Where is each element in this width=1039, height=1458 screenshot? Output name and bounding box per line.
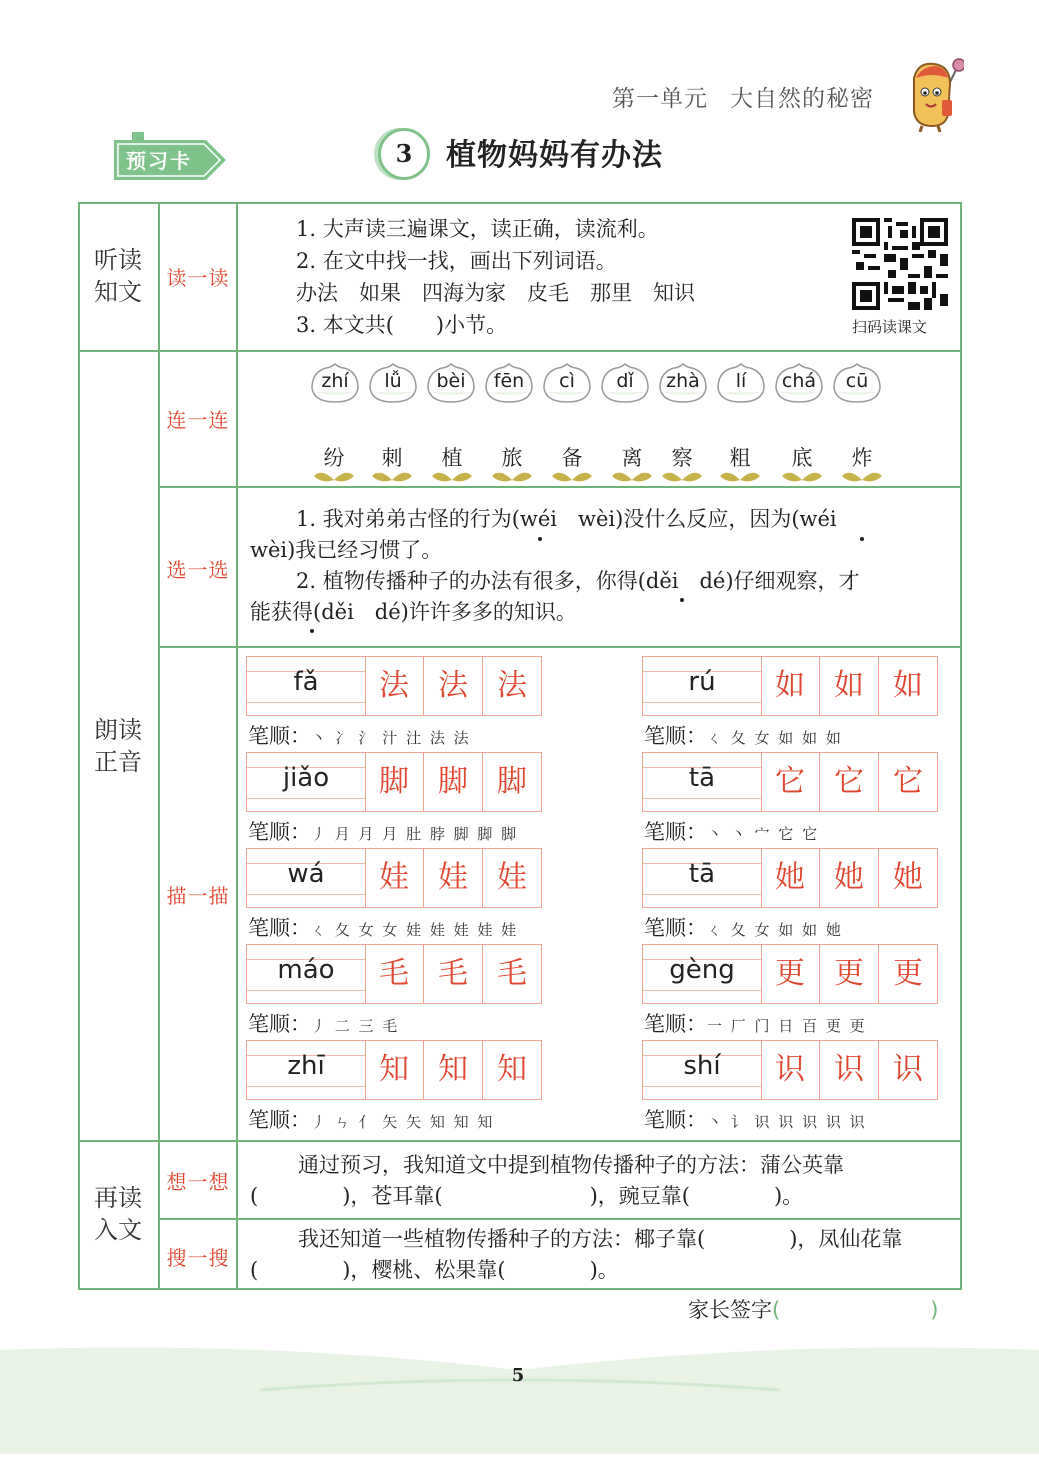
- stroke-sequence: 丶 丶 宀 它 它: [707, 825, 820, 843]
- section-label: 正音: [94, 748, 142, 776]
- stroke-order: [644, 1104, 867, 1134]
- char-leaf[interactable]: [550, 442, 594, 484]
- pinyin-bun[interactable]: [310, 362, 360, 404]
- pinyin-bun[interactable]: [600, 362, 650, 404]
- activity-search: 搜一搜: [166, 1246, 230, 1270]
- trace-char[interactable]: 毛: [497, 956, 527, 991]
- pinyin-bun[interactable]: [484, 362, 534, 404]
- section-label: 朗读: [94, 716, 142, 744]
- trace-char[interactable]: 法: [365, 657, 424, 715]
- char-leaf[interactable]: [718, 442, 762, 484]
- trace-char[interactable]: 毛: [424, 945, 483, 1003]
- trace-char[interactable]: 娃: [424, 849, 483, 907]
- stroke-sequence: 丿 二 三 毛: [311, 1017, 400, 1035]
- trace-char[interactable]: 她: [820, 849, 879, 907]
- pinyin-bun[interactable]: [426, 362, 476, 404]
- section-label: 知文: [94, 278, 142, 306]
- activity-think: 想一想: [166, 1170, 230, 1194]
- unit-title: 大自然的秘密: [730, 86, 874, 112]
- pinyin-text: cū: [845, 370, 869, 392]
- pinyin-bun[interactable]: [658, 362, 708, 404]
- parent-signature-label: 家长签字: [688, 1298, 772, 1322]
- lesson-number: 3: [378, 128, 430, 180]
- pinyin-text: fēn: [493, 370, 525, 392]
- tracing-cell[interactable]: [642, 752, 938, 812]
- trace-char[interactable]: 它: [893, 764, 923, 799]
- trace-char[interactable]: 更: [893, 956, 923, 991]
- mascot-icon: [902, 56, 964, 132]
- pinyin-text: bèi: [436, 370, 466, 392]
- choose-line-1: 1. 我对弟弟古怪的行为(wéi wèi)没什么反应，因为(wéi: [296, 507, 837, 531]
- tracing-cell[interactable]: [642, 944, 938, 1004]
- pinyin-label: tā: [688, 763, 716, 793]
- char-leaf[interactable]: [312, 442, 356, 484]
- choose-line-4: 能获得(děi dé)许许多多的知识。: [250, 600, 577, 624]
- emphasis-dot: [538, 537, 542, 541]
- preview-card-tag: [110, 132, 228, 180]
- stroke-label: 笔顺：: [644, 1012, 707, 1036]
- trace-char[interactable]: 法: [497, 668, 527, 703]
- card-tag-label: 预习卡: [126, 149, 192, 173]
- char-leaf[interactable]: [370, 442, 414, 484]
- signature-close: ): [930, 1298, 939, 1322]
- pinyin-bun[interactable]: [774, 362, 824, 404]
- trace-char[interactable]: 识: [761, 1041, 820, 1099]
- activity-trace: 描一描: [166, 884, 230, 908]
- trace-char[interactable]: 它: [820, 753, 879, 811]
- trace-char[interactable]: 如: [761, 657, 820, 715]
- pinyin-label: máo: [277, 955, 335, 985]
- pinyin-box: [247, 657, 366, 715]
- char-text: 察: [671, 446, 693, 470]
- char-leaf[interactable]: [780, 442, 824, 484]
- choose-line-2: wèi)我已经习惯了。: [250, 538, 443, 562]
- stroke-label: 笔顺：: [644, 1108, 707, 1132]
- signature-open: (: [772, 1298, 781, 1322]
- pinyin-box: [643, 945, 762, 1003]
- stroke-order: [644, 912, 843, 942]
- char-text: 粗: [729, 446, 751, 470]
- tracing-cell[interactable]: [246, 944, 542, 1004]
- char-text: 植: [441, 446, 463, 470]
- stroke-order: [644, 816, 819, 846]
- trace-char[interactable]: 识: [893, 1052, 923, 1087]
- section-label: 再读: [94, 1184, 142, 1212]
- trace-char[interactable]: 她: [893, 860, 923, 895]
- tracing-cell[interactable]: [246, 1040, 542, 1100]
- stroke-sequence: 丿 ㄣ 亻 矢 矢 知 知 知: [311, 1113, 495, 1131]
- stroke-label: 笔顺：: [644, 916, 707, 940]
- pinyin-box: [643, 657, 762, 715]
- pinyin-box: [643, 753, 762, 811]
- unit-label: 第一单元: [612, 86, 708, 112]
- pinyin-label: fǎ: [293, 667, 319, 697]
- pinyin-label: rú: [688, 667, 716, 697]
- stroke-label: 笔顺：: [248, 820, 311, 844]
- char-text: 旅: [501, 446, 523, 470]
- stroke-order: [248, 1104, 494, 1134]
- pinyin-bun[interactable]: [832, 362, 882, 404]
- choose-line-3: 2. 植物传播种子的办法有很多，你得(děi dé)仔细观察，才: [296, 569, 860, 593]
- pinyin-bun[interactable]: [368, 362, 418, 404]
- pinyin-bun[interactable]: [542, 362, 592, 404]
- trace-char[interactable]: 娃: [365, 849, 424, 907]
- pinyin-text: zhí: [321, 370, 349, 392]
- stroke-order: [248, 816, 518, 846]
- pinyin-box: [247, 849, 366, 907]
- pinyin-text: cì: [559, 370, 575, 392]
- qr-caption: 扫码读课文: [852, 318, 928, 336]
- stroke-order: [248, 912, 518, 942]
- stroke-label: 笔顺：: [248, 916, 311, 940]
- stroke-sequence: ㄑ 夂 女 如 如 她: [707, 921, 843, 939]
- trace-char[interactable]: 法: [424, 657, 483, 715]
- char-text: 底: [791, 446, 813, 470]
- pinyin-box: [643, 1041, 762, 1099]
- trace-char[interactable]: 如: [893, 668, 923, 703]
- search-line-1: 我还知道一些植物传播种子的方法：椰子靠( )，凤仙花靠: [298, 1227, 903, 1251]
- tracing-cell[interactable]: [246, 656, 542, 716]
- think-line-2: ( )，苍耳靠( )，豌豆靠( )。: [250, 1184, 804, 1208]
- page-number: 5: [511, 1365, 525, 1386]
- pinyin-label: tā: [688, 859, 716, 889]
- char-text: 备: [561, 446, 583, 470]
- section-pronounce: [80, 714, 156, 778]
- stroke-sequence: 丶 讠 识 识 识 识 识: [707, 1113, 867, 1131]
- trace-char[interactable]: 知: [424, 1041, 483, 1099]
- section-listen: [80, 244, 156, 308]
- char-leaf[interactable]: [490, 442, 534, 484]
- lesson-title: 植物妈妈有办法: [446, 138, 663, 173]
- tracing-cell[interactable]: [246, 752, 542, 812]
- char-text: 刺: [381, 446, 403, 470]
- trace-char[interactable]: 脚: [497, 764, 527, 799]
- stroke-sequence: ㄑ 夂 女 女 娃 娃 娃 娃 娃: [311, 921, 519, 939]
- pinyin-box: [247, 945, 366, 1003]
- read-line-3: 3. 本文共( )小节。: [296, 313, 508, 337]
- section-label: 听读: [94, 246, 142, 274]
- emphasis-dot: [680, 598, 684, 602]
- stroke-sequence: 丿 月 月 月 肚 脖 脚 脚 脚: [311, 825, 519, 843]
- stroke-label: 笔顺：: [644, 724, 707, 748]
- emphasis-dot: [310, 629, 314, 633]
- char-leaf[interactable]: [430, 442, 474, 484]
- trace-char[interactable]: 更: [820, 945, 879, 1003]
- pinyin-bun[interactable]: [716, 362, 766, 404]
- pinyin-label: jiǎo: [282, 763, 330, 793]
- trace-char[interactable]: 识: [820, 1041, 879, 1099]
- stroke-sequence: 一 厂 门 日 百 更 更: [707, 1017, 867, 1035]
- trace-char[interactable]: 毛: [365, 945, 424, 1003]
- pinyin-label: zhī: [287, 1051, 325, 1081]
- qr-code-icon[interactable]: [852, 218, 948, 310]
- tracing-cell[interactable]: [642, 656, 938, 716]
- pinyin-label: shí: [683, 1051, 721, 1081]
- char-text: 离: [621, 446, 643, 470]
- trace-char[interactable]: 知: [497, 1052, 527, 1087]
- pinyin-box: [643, 849, 762, 907]
- stroke-order: [248, 1008, 399, 1038]
- stroke-order: [644, 1008, 867, 1038]
- trace-char[interactable]: 更: [761, 945, 820, 1003]
- pinyin-text: lǚ: [384, 370, 402, 392]
- tracing-cell[interactable]: [642, 848, 938, 908]
- pinyin-text: chá: [781, 370, 817, 392]
- trace-char[interactable]: 她: [761, 849, 820, 907]
- char-leaf[interactable]: [660, 442, 704, 484]
- unit-header: [612, 80, 896, 113]
- stroke-sequence: 丶 冫 氵 汁 汢 法 法: [311, 729, 471, 747]
- parent-signature[interactable]: [688, 1294, 938, 1324]
- section-reread: [80, 1182, 156, 1246]
- stroke-label: 笔顺：: [248, 724, 311, 748]
- trace-char[interactable]: 如: [820, 657, 879, 715]
- char-leaf[interactable]: [610, 442, 654, 484]
- trace-char[interactable]: 知: [365, 1041, 424, 1099]
- activity-read: 读一读: [166, 266, 230, 290]
- stroke-sequence: ㄑ 夂 女 如 如 如: [707, 729, 843, 747]
- trace-char[interactable]: 脚: [365, 753, 424, 811]
- read-line-2: 2. 在文中找一找，画出下列词语。: [296, 249, 617, 273]
- stroke-label: 笔顺：: [248, 1012, 311, 1036]
- activity-choose: 选一选: [166, 558, 230, 582]
- trace-char[interactable]: 娃: [497, 860, 527, 895]
- pinyin-text: zhà: [666, 370, 700, 392]
- pinyin-box: [247, 753, 366, 811]
- read-line-words: 办法 如果 四海为家 皮毛 那里 知识: [296, 281, 695, 305]
- trace-char[interactable]: 它: [761, 753, 820, 811]
- pinyin-label: wá: [287, 859, 325, 889]
- char-leaf[interactable]: [840, 442, 884, 484]
- stroke-order: [644, 720, 843, 750]
- emphasis-dot: [860, 537, 864, 541]
- tracing-cell[interactable]: [642, 1040, 938, 1100]
- pinyin-label: gèng: [669, 955, 735, 985]
- pinyin-text: dǐ: [616, 370, 634, 392]
- trace-char[interactable]: 脚: [424, 753, 483, 811]
- char-text: 炸: [851, 446, 873, 470]
- search-line-2: ( )，樱桃、松果靠( )。: [250, 1258, 619, 1282]
- pinyin-text: lí: [735, 370, 747, 392]
- read-line-1: 1. 大声读三遍课文，读正确，读流利。: [296, 217, 659, 241]
- activity-connect: 连一连: [166, 408, 230, 432]
- think-line-1: 通过预习，我知道文中提到植物传播种子的方法：蒲公英靠: [298, 1153, 844, 1177]
- stroke-order: [248, 720, 471, 750]
- pinyin-box: [247, 1041, 366, 1099]
- section-label: 入文: [94, 1216, 142, 1244]
- tracing-cell[interactable]: [246, 848, 542, 908]
- stroke-label: 笔顺：: [644, 820, 707, 844]
- stroke-label: 笔顺：: [248, 1108, 311, 1132]
- char-text: 纷: [323, 446, 345, 470]
